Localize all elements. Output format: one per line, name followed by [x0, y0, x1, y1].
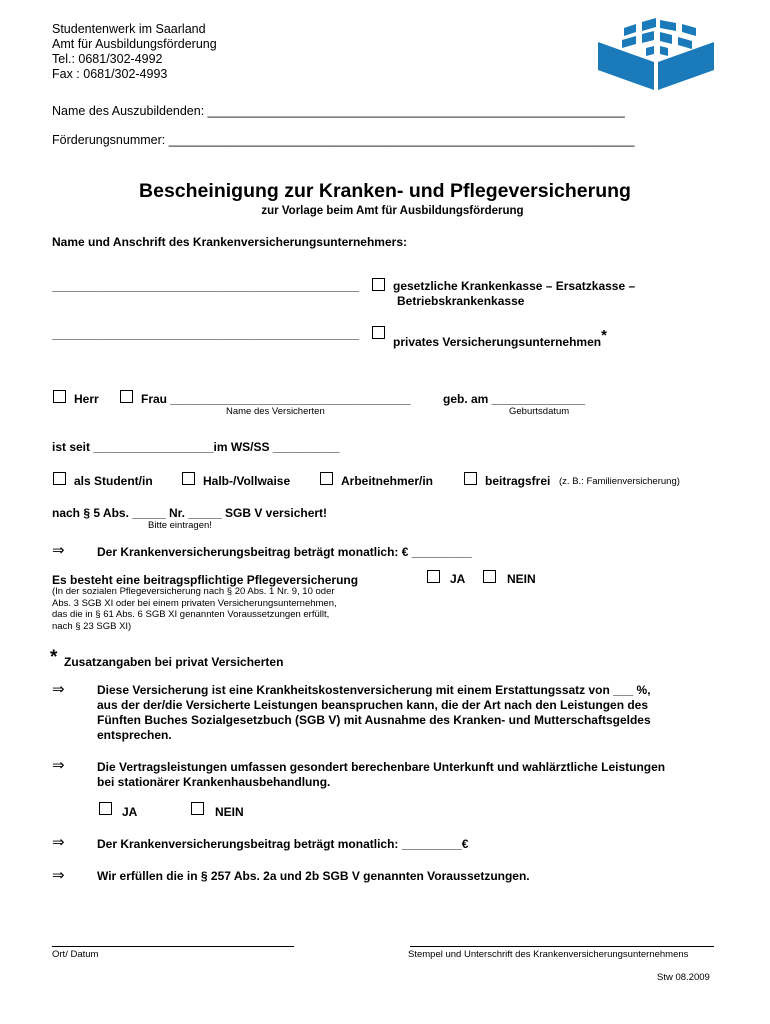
paragraph-line: Fünften Buches Sozialgesetzbuch (SGB V) mit Ausnahme des Kranken- und Mutterschaftsgeldes [97, 713, 651, 727]
care-nein-checkbox[interactable] [483, 570, 496, 583]
sender-address [52, 22, 217, 82]
note-line: nach § 23 SGB XI) [52, 620, 132, 632]
orphan-label: Halb-/Vollwaise [203, 474, 291, 488]
care-nein-label: NEIN [507, 572, 536, 586]
family-insurance-note: (z. B.: Familienversicherung) [559, 476, 680, 487]
place-date-caption: Ort/ Datum [52, 949, 99, 960]
studentenwerk-logo [596, 18, 716, 92]
arrow-icon: ⇒ [52, 867, 65, 884]
insurer-address-line[interactable]: ______________________________________________ [52, 327, 359, 341]
arrow-icon: ⇒ [52, 834, 65, 851]
frau-name-field[interactable]: Frau ____________________________________ [141, 392, 411, 406]
paragraph-line: aus der der/die Versicherte Leistungen beanspruchen kann, die der Art nach den Leistungen des [97, 698, 649, 712]
statutory-insurance-label: gesetzliche Krankenkasse – Ersatzkasse – [393, 279, 636, 293]
private-insurance-label: privates Versicherungsunternehmen* [393, 327, 607, 349]
birthdate-caption: Geburtsdatum [509, 406, 570, 417]
benefits-nein-label: NEIN [215, 805, 244, 819]
private-monthly-contribution-field[interactable]: Der Krankenversicherungsbeitrag beträgt monatlich: _________€ [97, 837, 469, 851]
arrow-icon: ⇒ [52, 757, 65, 774]
reimbursement-paragraph[interactable] [97, 683, 651, 743]
sender-line: Amt für Ausbildungsförderung [52, 37, 217, 51]
orphan-checkbox[interactable] [182, 472, 195, 485]
insurer-name-line[interactable]: ______________________________________________ [52, 279, 359, 293]
trainee-name-field[interactable]: Name des Auszubildenden: ____________________________________________________________ [52, 104, 625, 118]
herr-checkbox[interactable] [53, 390, 66, 403]
note-line: Abs. 3 SGB XI oder bei einem privaten Versicherungsunternehmen, [52, 597, 337, 609]
arrow-icon: ⇒ [52, 542, 65, 559]
hospital-benefits-paragraph [97, 760, 665, 790]
private-insurance-checkbox[interactable] [372, 326, 385, 339]
care-insurance-note [52, 586, 337, 632]
fill-in-hint: Bitte eintragen! [148, 520, 212, 531]
birthdate-field[interactable]: geb. am ______________ [443, 392, 586, 406]
document-title: Bescheinigung zur Kranken- und Pflegeversicherung [139, 180, 631, 202]
paragraph-line: bei stationärer Krankenhausbehandlung. [97, 775, 331, 789]
name-caption: Name des Versicherten [226, 406, 325, 417]
note-line: (In der sozialen Pflegeversicherung nach § 20 Abs. 1 Nr. 9, 10 oder [52, 586, 335, 597]
sgb-section-field[interactable]: nach § 5 Abs. _____ Nr. _____ SGB V versichert! [52, 506, 328, 520]
benefits-ja-label: JA [122, 805, 138, 819]
employee-label: Arbeitnehmer/in [341, 474, 434, 488]
stamp-signature-line[interactable] [410, 946, 714, 947]
frau-checkbox[interactable] [120, 390, 133, 403]
benefits-ja-checkbox[interactable] [99, 802, 112, 815]
asterisk-marker: * [50, 647, 58, 668]
sender-line: Fax : 0681/302-4993 [52, 67, 168, 81]
sender-line: Studentenwerk im Saarland [52, 22, 206, 36]
private-section-heading: Zusatzangaben bei privat Versicherten [64, 655, 284, 669]
benefits-nein-checkbox[interactable] [191, 802, 204, 815]
insurer-heading: Name und Anschrift des Krankenversicherungsunternehmers: [52, 235, 407, 249]
statutory-insurance-label-2: Betriebskrankenkasse [397, 294, 525, 308]
monthly-contribution-field[interactable]: Der Krankenversicherungsbeitrag beträgt monatlich: € _________ [97, 545, 472, 559]
place-date-signature-line[interactable] [52, 946, 294, 947]
sender-line: Tel.: 0681/302-4992 [52, 52, 163, 66]
care-ja-checkbox[interactable] [427, 570, 440, 583]
arrow-icon: ⇒ [52, 681, 65, 698]
since-semester-field[interactable]: ist seit __________________im WS/SS __________ [52, 440, 340, 454]
paragraph-line: entsprechen. [97, 728, 172, 742]
funding-number-field[interactable]: Förderungsnummer: ___________________________________________________________________ [52, 133, 635, 147]
student-label: als Student/in [74, 474, 153, 488]
contribution-free-label: beitragsfrei [485, 474, 551, 488]
stamp-caption: Stempel und Unterschrift des Krankenversicherungsunternehmens [408, 949, 689, 960]
contribution-free-checkbox[interactable] [464, 472, 477, 485]
document-subtitle: zur Vorlage beim Amt für Ausbildungsförderung [261, 205, 524, 217]
paragraph-line: Diese Versicherung ist eine Krankheitskostenversicherung mit einem Erstattungssatz von ___ %, [97, 683, 651, 697]
student-checkbox[interactable] [53, 472, 66, 485]
statutory-insurance-checkbox[interactable] [372, 278, 385, 291]
form-version: Stw 08.2009 [657, 972, 710, 983]
care-ja-label: JA [450, 572, 466, 586]
note-line: das die in § 61 Abs. 6 SGB XI genannten Voraussetzungen erfüllt, [52, 609, 330, 620]
care-insurance-heading: Es besteht eine beitragspflichtige Pflegeversicherung [52, 573, 359, 587]
employee-checkbox[interactable] [320, 472, 333, 485]
paragraph-line: Die Vertragsleistungen umfassen gesondert berechenbare Unterkunft und wahlärztliche Leistungen [97, 760, 666, 774]
asterisk: * [601, 327, 607, 344]
requirements-statement: Wir erfüllen die in § 257 Abs. 2a und 2b SGB V genannten Voraussetzungen. [97, 869, 530, 883]
herr-label: Herr [74, 392, 99, 406]
